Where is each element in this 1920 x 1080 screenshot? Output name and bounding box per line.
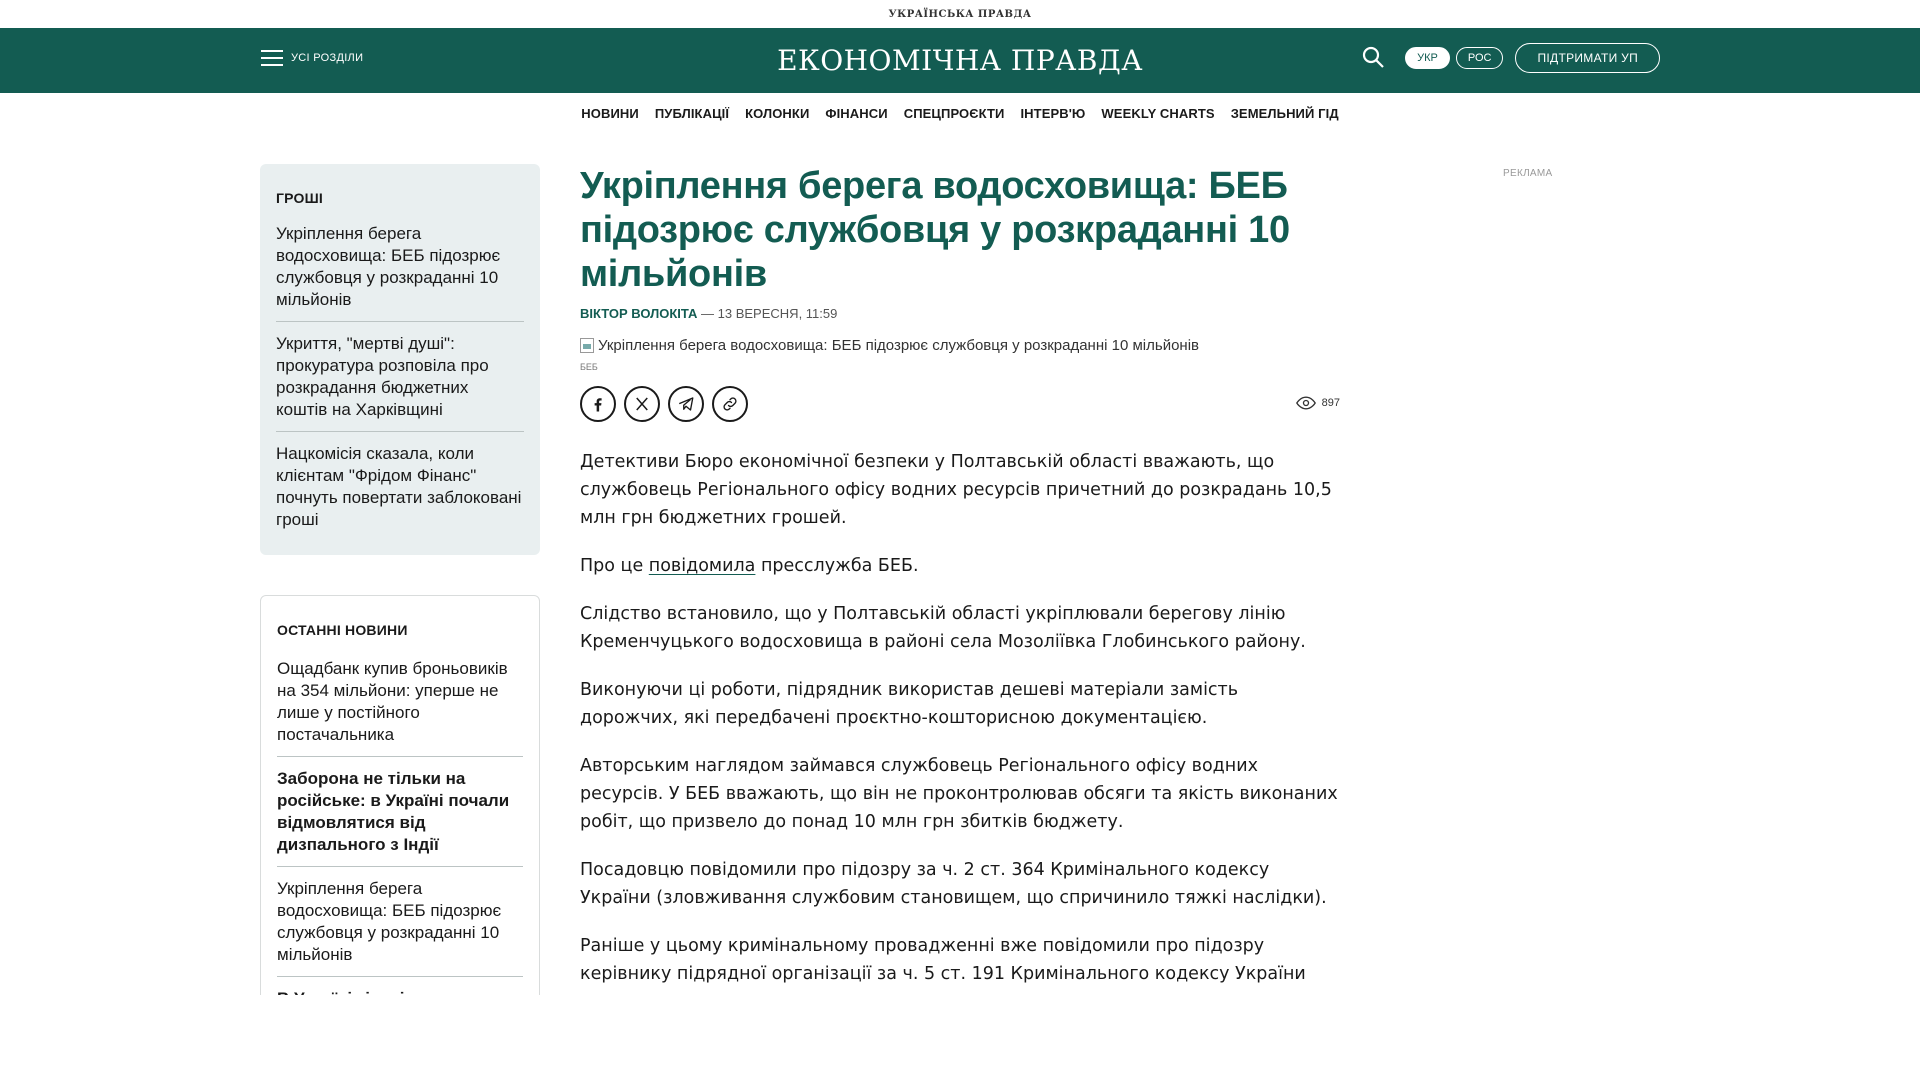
sidebar-money-box bbox=[260, 164, 540, 555]
nav-item-news[interactable]: НОВИНИ bbox=[581, 105, 639, 121]
article-body bbox=[580, 448, 1340, 988]
source-link[interactable]: повідомила bbox=[648, 556, 756, 576]
main-nav bbox=[0, 93, 1920, 133]
sidebar-latest-box bbox=[260, 595, 540, 1015]
nav-item-land-guide[interactable]: ЗЕМЕЛЬНИЙ ГІД bbox=[1230, 105, 1339, 121]
nav-item-interview[interactable]: ІНТЕРВ'Ю bbox=[1020, 105, 1086, 121]
nav-item-special-projects[interactable]: СПЕЦПРОЄКТИ bbox=[903, 105, 1005, 121]
nav-item-publications[interactable]: ПУБЛІКАЦІЇ bbox=[654, 105, 730, 121]
author-link[interactable]: ВІКТОР ВОЛОКІТА bbox=[580, 306, 698, 321]
image-caption: БЕБ bbox=[580, 362, 598, 372]
share-row bbox=[580, 386, 1340, 422]
article-paragraph bbox=[580, 552, 1340, 580]
all-sections-menu-button[interactable] bbox=[261, 50, 363, 66]
search-icon[interactable] bbox=[1361, 45, 1387, 71]
sidebar-money-title[interactable]: ГРОШІ bbox=[276, 190, 323, 206]
lang-ukr-button[interactable]: УКР bbox=[1405, 47, 1450, 69]
header-actions bbox=[1361, 43, 1660, 73]
article-paragraph: Авторським наглядом займався службовець Регіонального офісу водних ресурсів. У БЕБ вважають, що він не проконтролював обсяги та якість виконаних робіт, що призвело до понад 10 млн грн збитків бюджету. bbox=[580, 756, 1338, 832]
nav-item-weekly-charts[interactable]: WEEKLY CHARTS bbox=[1101, 105, 1215, 121]
views-count: 897 bbox=[1321, 397, 1340, 409]
site-header bbox=[0, 28, 1920, 93]
lang-ros-button[interactable]: РОС bbox=[1456, 47, 1504, 69]
broken-image-icon bbox=[580, 338, 594, 353]
article-paragraph: Посадовцю повідомили про підозру за ч. 2 ст. 364 Кримінального кодексу України (зловживання службовим становищем, що спричинило тяжкі наслідки). bbox=[580, 860, 1327, 908]
article bbox=[580, 164, 1340, 1008]
link-icon[interactable] bbox=[712, 386, 748, 422]
up-logo-link[interactable]: УКРАЇНСЬКА ПРАВДА bbox=[888, 8, 1032, 20]
article-paragraph: Слідство встановило, що у Полтавській області укріплювали берегову лінію Кременчуцького водосховища в районі села Мозоліївка Глобинського району. bbox=[580, 604, 1306, 652]
nav-item-columns[interactable]: КОЛОНКИ bbox=[745, 105, 810, 121]
sidebar-latest-title[interactable]: ОСТАННІ НОВИНИ bbox=[277, 622, 408, 638]
list-item[interactable]: Ощадбанк купив броньовиків на 354 мільйони: уперше не лише у постійного постачальника bbox=[277, 658, 523, 757]
x-icon[interactable] bbox=[624, 386, 660, 422]
sidebar-money-list bbox=[276, 223, 524, 552]
facebook-icon[interactable] bbox=[580, 386, 616, 422]
page-bottom-cover bbox=[0, 995, 1920, 1080]
article-date: — 13 ВЕРЕСНЯ, 11:59 bbox=[697, 306, 838, 321]
article-paragraph: Детективи Бюро економічної безпеки у Полтавській області вважають, що службовець Регіонального офісу водних ресурсів причетний до розкрадань 10,5 млн грн бюджетних грошей. bbox=[580, 452, 1332, 528]
ad-label: РЕКЛАМА bbox=[1503, 168, 1553, 179]
telegram-icon[interactable] bbox=[668, 386, 704, 422]
article-paragraph: Раніше у цьому кримінальному провадженні вже повідомили про підозру керівнику підрядної організації за ч. 5 ст. 191 Кримінального кодексу України bbox=[580, 936, 1306, 984]
nav-item-finance[interactable]: ФІНАНСИ bbox=[825, 105, 888, 121]
top-bar bbox=[0, 0, 1920, 28]
paragraph-text: пресслужба БЕБ. bbox=[755, 556, 919, 576]
views-counter bbox=[1296, 396, 1340, 410]
paragraph-text: Про це bbox=[580, 556, 649, 576]
list-item[interactable]: Укриття, "мертві душі": прокуратура розповіла про розкрадання бюджетних коштів на Харківщині bbox=[276, 333, 524, 432]
article-image-alt: Укріплення берега водосховища: БЕБ підозрює службовця у розкраданні 10 мільйонів bbox=[598, 337, 1199, 354]
sidebar-latest-list bbox=[277, 658, 523, 1015]
list-item[interactable]: Укріплення берега водосховища: БЕБ підозрює службовця у розкраданні 10 мільйонів bbox=[277, 878, 523, 977]
site-logo[interactable]: ЕКОНОМІЧНА ПРАВДА bbox=[777, 44, 1143, 77]
eye-icon bbox=[1296, 396, 1316, 410]
hamburger-icon bbox=[261, 50, 283, 66]
article-image bbox=[580, 337, 1340, 354]
article-title: Укріплення берега водосховища: БЕБ підозрює службовця у розкраданні 10 мільйонів bbox=[580, 165, 1290, 295]
list-item[interactable]: Укріплення берега водосховища: БЕБ підозрює службовця у розкраданні 10 мільйонів bbox=[276, 223, 524, 322]
list-item[interactable]: Заборона не тільки на російське: в Україні почали відмовлятися від дизпального з Індії bbox=[277, 768, 523, 867]
article-paragraph: Виконуючи ці роботи, підрядник використав дешеві матеріали замість дорожчих, які передбачені проєктно-кошторисною документацією. bbox=[580, 680, 1239, 728]
support-button[interactable]: ПІДТРИМАТИ УП bbox=[1515, 43, 1660, 73]
article-meta bbox=[580, 306, 1340, 321]
list-item[interactable]: Нацкомісія сказала, коли клієнтам "Фрідом Фінанс" почнуть повертати заблоковані гроші bbox=[276, 444, 522, 529]
menu-label: УСІ РОЗДІЛИ bbox=[291, 52, 364, 64]
